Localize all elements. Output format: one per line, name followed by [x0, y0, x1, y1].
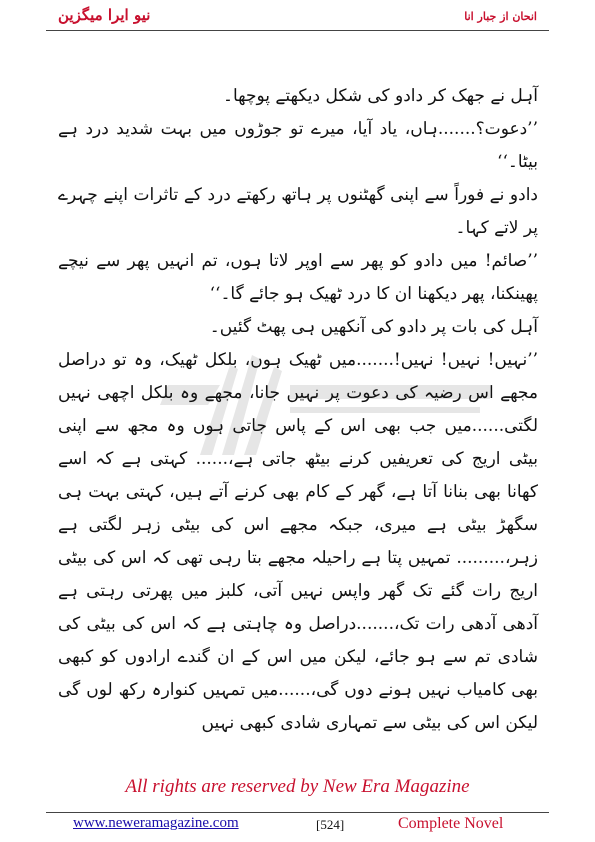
paragraph: دادو نے فوراً سے اپنی گھٹنوں پر ہاتھ رکھتے درد کے تاثرات اپنے چہرے پر لاتے کہا۔ — [58, 185, 538, 238]
footer-rule — [46, 812, 549, 813]
paragraph: آہل کی بات پر دادو کی آنکھیں ہی پھٹ گئیں۔ — [209, 317, 538, 337]
magazine-name-header: نیو ایرا میگزین — [58, 6, 151, 24]
copyright-notice: All rights are reserved by New Era Magazine — [125, 776, 470, 797]
paragraph: ’’دعوت؟.......ہاں، یاد آیا، میرے تو جوڑوں میں بہت شدید درد ہے بیٹا۔‘‘ — [58, 119, 538, 172]
page-number: [524] — [316, 817, 345, 832]
novel-title-header: انحان از جبار انا — [464, 10, 537, 23]
novel-body-text — [58, 80, 538, 740]
paragraph: ’’نہیں! نہیں! نہیں!.......میں ٹھیک ہوں، بلکل ٹھیک، وہ تو دراصل مجھے اس رضیہ کی دعوت پر نہیں جانا، مجھے وہ بلکل اچھی نہیں لگتی......میں جب بھی اس کے پاس جاتی ہوں وہ مجھ سے اپنی بیٹی اریج کی تعریفیں کرنے بیٹھ جاتی ہے،...... کہتی ہے کہ اسے کھانا بھی بنانا آتا ہے، گھر کے کام بھی کرنے آتے ہیں، کہتی بہت ہی سگھڑ بیٹی ہے میری، جبکہ مجھے اس کی بیٹی زہر لگتی ہے زہر،......... تمہیں پتا ہے راحیلہ مجھے بتا رہی تھی کہ اس کی بیٹی اریج رات گئے تک گھر واپس نہیں آتی، کلبز میں پھرتی رہتی ہے آدھی آدھی رات تک،.......دراصل وہ چاہتی ہے کہ اس کی بیٹی کی شادی تم سے ہو جائے، لیکن میں اس کے ان گندے ارادوں کو کبھی بھی کامیاب نہیں ہونے دوں گی،......میں تمہیں کنوارہ رکھ لوں گی لیکن اس کی بیٹی سے تمہاری شادی کبھی نہیں — [58, 350, 538, 733]
paragraph: ’’صائم! میں دادو کو پھر سے اوپر لاتا ہوں، تم انہیں پھر سے نیچے پھینکنا، پھر دیکھنا ان کا درد ٹھیک ہو جائے گا۔‘‘ — [58, 251, 538, 304]
header-rule — [46, 30, 549, 31]
section-label: Complete Novel — [398, 815, 504, 832]
website-link[interactable]: www.neweramagazine.com — [73, 815, 239, 831]
paragraph: آہل نے جھک کر دادو کی شکل دیکھتے پوچھا۔ — [223, 86, 538, 106]
